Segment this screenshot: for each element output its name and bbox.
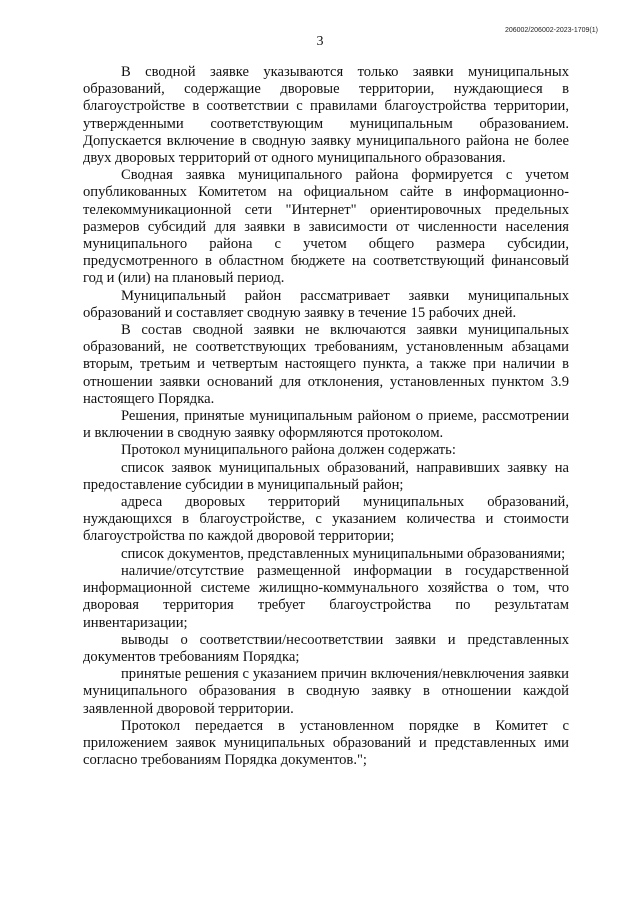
paragraph: Муниципальный район рассматривает заявки муниципальных образований и составляет сводную заявку в течение 15 рабочих дней. — [83, 287, 569, 321]
list-item: наличие/отсутствие размещенной информации в государственной информационной системе жилищно-коммунального хозяйства о том, что дворовая территория требует благоустройства по результатам инвентаризации; — [83, 562, 569, 631]
list-item: адреса дворовых территорий муниципальных образований, нуждающихся в благоустройстве, с указанием количества и стоимости благоустройства по каждой дворовой территории; — [83, 494, 569, 545]
paragraph: В состав сводной заявки не включаются заявки муниципальных образований, не соответствующих требованиям, установленным абзацами вторым, третьим и четвертым настоящего пункта, а также при наличии в отношении заявки оснований для отклонения, установленных пунктом 3.9 настоящего Порядка. — [83, 322, 569, 407]
paragraph: Протокол передается в установленном порядке в Комитет с приложением заявок муниципальных образований и представленных ими согласно требованиям Порядка документов."; — [83, 717, 569, 769]
paragraph: Решения, принятые муниципальным районом о приеме, рассмотрении и включении в сводную заявку оформляются протоколом. — [83, 408, 569, 442]
page-number: 3 — [316, 34, 324, 49]
paragraph: В сводной заявке указываются только заявки муниципальных образований, содержащие дворовые территории, нуждающиеся в благоустройстве в соответствии с правилами благоустройства территории, утвержденными соответствующим муниципальным образованием. Допускается включение в сводную заявку муниципального района не более двух дворовых территорий от одного муниципального образования. — [83, 64, 569, 167]
list-item: принятые решения с указанием причин включения/невключения заявки муниципального образования в сводную заявку в отношении каждой заявленной дворовой территории. — [83, 666, 569, 717]
document-id: 206002/206002-2023-1709(1) — [504, 27, 598, 34]
document-body — [83, 64, 569, 769]
list-item: выводы о соответствии/несоответствии заявки и представленных документов требованиям Порядка; — [83, 631, 569, 665]
paragraph: Протокол муниципального района должен содержать: — [121, 442, 456, 459]
list-item: список документов, представленных муниципальными образованиями; — [121, 545, 566, 562]
list-item: список заявок муниципальных образований, направивших заявку на предоставление субсидии в муниципальный район; — [83, 459, 569, 493]
paragraph: Сводная заявка муниципального района формируется с учетом опубликованных Комитетом на официальном сайте в информационно-телекоммуникационной сети "Интернет" ориентировочных предельных размеров субсидий для заявки в зависимости от численности населения муниципального района с учетом общего размера субсидии, предусмотренного в областном бюджете на соответствующий финансовый год и (или) на плановый период. — [83, 167, 569, 287]
